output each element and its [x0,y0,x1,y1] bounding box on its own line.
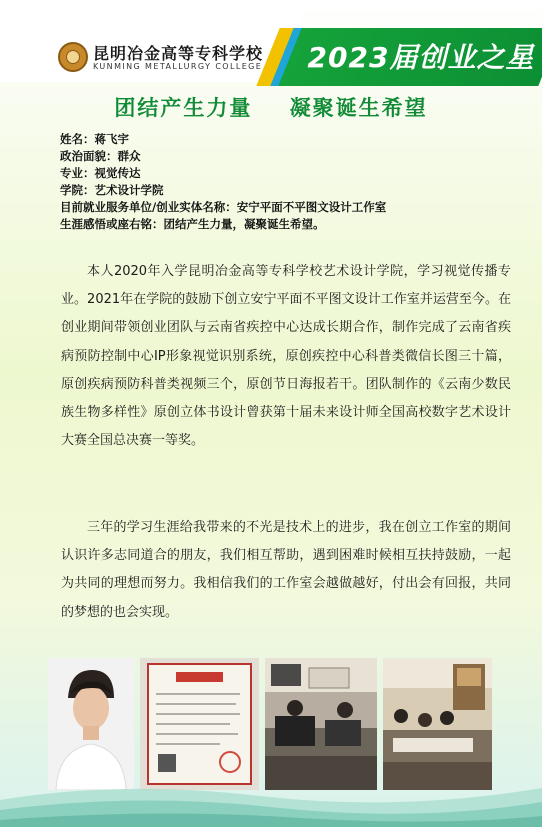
banner-title: 2023届创业之星 [307,41,535,74]
college-name-cn: 昆明冶金高等专科学校 [93,44,264,63]
header [0,0,542,82]
info-motto: 生涯感悟或座右铭：团结产生力量，凝聚诞生希望。 [60,217,325,231]
info-name: 姓名：蒋飞宇 [60,132,129,146]
bio-paragraph-1: 本人2020年入学昆明冶金高等专科学校艺术设计学院，学习视觉传播专业。2021年在学院的鼓励下创立安宁平面不平图文设计工作室并运营至今。在创业期间带领创业团队与云南省疾控中心达成长期合作，制作完成了云南省疾病预防控制中心IP形象视觉识别系统，原创疾控中心科普类微信长图三十篇，原创疾病预防科普类视频三个，原创节日海报若干。团队制作的《云南少数民族生物多样性》原创立体书设计曾获第十届未来设计师全国高校数字艺术设计大赛全国总决赛一等奖。 [61,264,511,449]
slogan-heading: 团结产生力量 凝聚诞生希望 [114,96,428,120]
info-workplace: 目前就业服务单位/创业实体名称：安宁平面不平图文设计工作室 [60,200,387,214]
profile-info [60,131,510,233]
footer-wave-decoration [0,770,542,827]
info-politics: 政治面貌：群众 [60,149,141,163]
bio-paragraph-2: 三年的学习生涯给我带来的不光是技术上的进步，我在创立工作室的期间认识许多志同道合的朋友，我们相互帮助，遇到困难时候相互扶持鼓励，一起为共同的理想而努力。我相信我们的工作室会越做越好，付出会有回报，共同的梦想的也会实现。 [61,520,511,620]
info-major: 专业：视觉传达 [60,166,141,180]
college-name-en: KUNMING METALLURGY COLLEGE [93,62,263,71]
college-logo-icon [58,42,88,72]
info-college: 学院：艺术设计学院 [60,183,164,197]
